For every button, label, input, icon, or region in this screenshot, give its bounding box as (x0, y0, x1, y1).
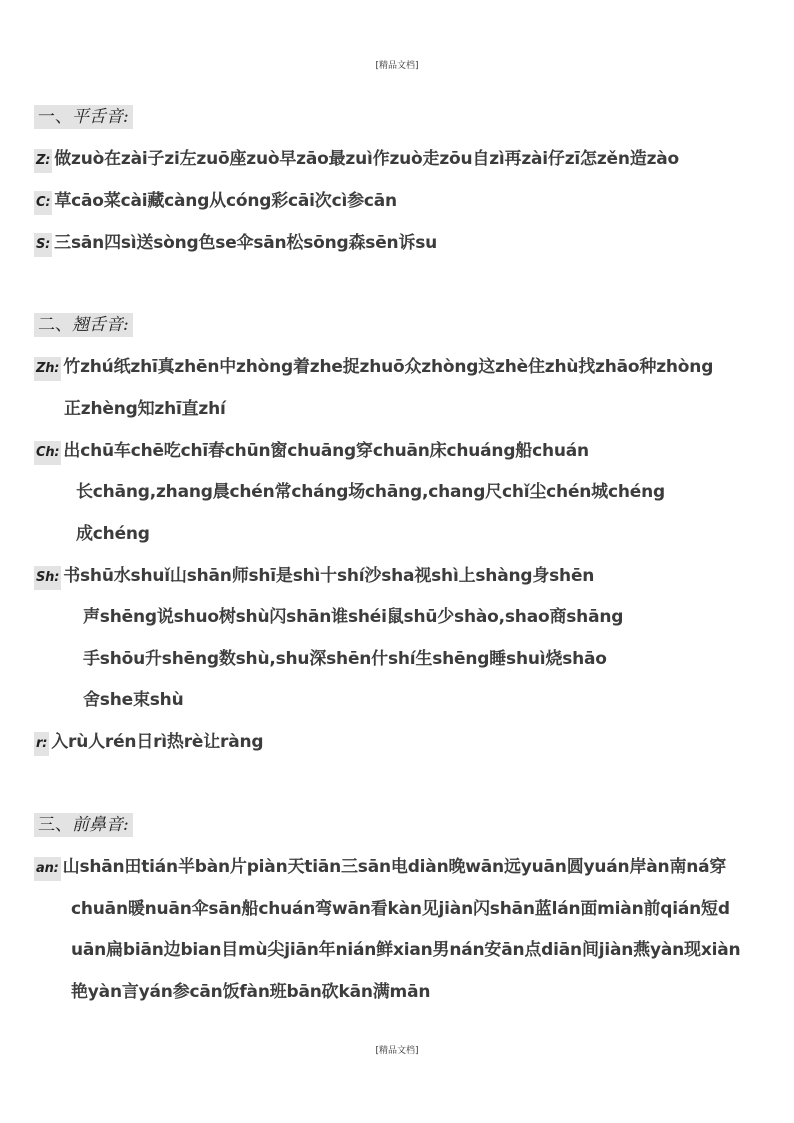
s-line (34, 231, 437, 257)
an-line-3: uān扁biān边bian目mù尖jiān年nián鲜xian男nán安ān点diān间jiàn燕yàn现xiàn (71, 940, 741, 960)
c-text: 草cāo菜cài藏càng从cóng彩cāi次cì参cān (54, 191, 397, 211)
zh-label: Zh: (34, 357, 61, 381)
ch-text-1: 出chū车chē吃chī春chūn窗chuāng穿chuān床chuáng船chuán (63, 441, 589, 461)
section-3-number: 三、 (38, 815, 72, 835)
page-header: [精品文档] (375, 61, 419, 71)
r-line (34, 730, 263, 756)
r-text: 入rù人rén日rì热rè让ràng (51, 732, 264, 752)
s-text: 三sān四sì送sòng色se伞sān松sōng森sēn诉su (54, 233, 438, 253)
sh-line-2: 声shēng说shuo树shù闪shān谁shéi鼠shū少shào,shao商shāng (83, 607, 624, 627)
r-label: r: (34, 732, 49, 756)
an-line-2: chuān暖nuān伞sān船chuán弯wān看kàn见jiàn闪shān蓝lán面miàn前qián短d (71, 899, 730, 919)
section-2-number: 二、 (38, 315, 72, 335)
an-label: an: (34, 857, 61, 881)
s-label: S: (34, 233, 52, 257)
zh-line-1 (34, 355, 713, 381)
zh-line-2: 正zhèng知zhī直zhí (64, 399, 226, 419)
section-heading-2 (34, 313, 133, 337)
ch-line-3: 成chéng (76, 524, 150, 544)
z-line (34, 147, 679, 173)
an-line-4: 艳yàn言yán参cān饭fàn班bān砍kān满mān (71, 982, 431, 1002)
z-label: Z: (34, 149, 52, 173)
c-line (34, 189, 397, 215)
ch-label: Ch: (34, 441, 61, 465)
section-heading-3 (34, 813, 133, 837)
section-2-title: 翘舌音: (72, 315, 129, 335)
ch-line-1 (34, 439, 589, 465)
sh-line-4: 舍she束shù (83, 690, 184, 710)
z-text: 做zuò在zài子zi左zuō座zuò早zāo最zuì作zuò走zōu自zì再zài仔zī怎zěn造zào (54, 149, 680, 169)
section-1-title: 平舌音: (72, 107, 129, 127)
sh-line-1 (34, 564, 594, 590)
zh-text-1: 竹zhú纸zhī真zhēn中zhòng着zhe捉zhuō众zhòng这zhè住zhù找zhāo种zhòng (63, 357, 714, 377)
section-heading-1 (34, 105, 133, 129)
c-label: C: (34, 191, 52, 215)
section-3-title: 前鼻音: (72, 815, 129, 835)
sh-text-1: 书shū水shuǐ山shān师shī是shì十shí沙sha视shì上shàng身shēn (63, 566, 595, 586)
sh-label: Sh: (34, 566, 61, 590)
section-1-number: 一、 (38, 107, 72, 127)
page-footer: [精品文档] (375, 1046, 419, 1056)
ch-line-2: 长chāng,zhang晨chén常cháng场chāng,chang尺chǐ尘chén城chéng (76, 482, 665, 502)
an-line-1 (34, 855, 726, 881)
sh-line-3: 手shōu升shēng数shù,shu深shēn什shí生shēng睡shuì烧shāo (83, 649, 607, 669)
an-text-1: 山shān田tián半bàn片piàn天tiān三sān电diàn晚wān远yuān圆yuán岸àn南ná穿 (62, 857, 727, 877)
